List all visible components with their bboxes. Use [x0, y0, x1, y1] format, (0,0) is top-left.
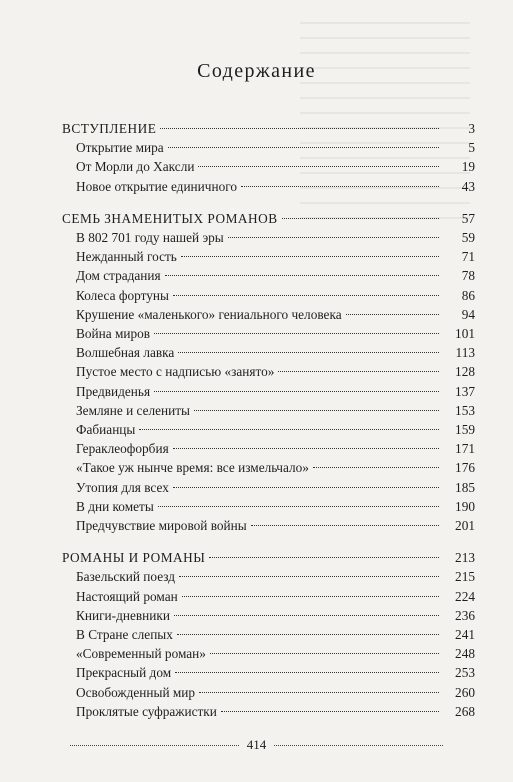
toc-entry-title: В дни кометы	[76, 498, 154, 514]
toc-entry-title: Освобожденный мир	[76, 684, 196, 700]
toc-page-number: 94	[461, 306, 475, 322]
toc-section	[62, 549, 475, 567]
toc-entry-title: «Такое уж нынче время: все измельчало»	[76, 460, 309, 476]
toc-entry	[62, 363, 475, 381]
toc-entry-title: Утопия для всех	[76, 479, 169, 495]
toc-entry	[62, 402, 475, 420]
toc-entry	[62, 440, 475, 458]
toc-entry	[62, 568, 475, 586]
toc-entry-title: СЕМЬ ЗНАМЕНИТЫХ РОМАНОВ	[62, 210, 278, 226]
toc-entry	[62, 607, 475, 625]
footer-rule-left	[70, 745, 239, 746]
toc-entry-title: Дом страдания	[76, 268, 161, 284]
dot-leader	[278, 371, 439, 372]
toc-entry-title: Пустое место с надписью «занято»	[76, 364, 275, 380]
toc-entry	[62, 459, 475, 477]
dot-leader	[282, 218, 439, 219]
toc-entry	[62, 229, 475, 247]
toc-entry	[62, 421, 475, 439]
toc-entry-title: Гераклеофорбия	[76, 441, 169, 457]
toc-page-number: 57	[461, 210, 475, 226]
toc-page-number: 248	[455, 646, 475, 662]
dot-leader	[177, 634, 439, 635]
toc-entry-title: Предвиденья	[76, 383, 151, 399]
dot-leader	[313, 467, 439, 468]
toc-entry	[62, 158, 475, 176]
toc-page-number: 3	[468, 121, 475, 136]
dot-leader	[173, 487, 439, 488]
dot-leader	[181, 256, 439, 257]
toc-page-number: 71	[461, 249, 475, 265]
toc-page-number: 153	[455, 402, 475, 418]
toc-page-number: 260	[455, 684, 475, 700]
toc-page-number: 59	[461, 230, 475, 245]
dot-leader	[210, 653, 439, 654]
toc-entry	[62, 248, 475, 266]
dot-leader	[154, 333, 439, 334]
toc-entry-title: Фабианцы	[76, 422, 136, 437]
toc-page-number: 213	[455, 550, 475, 566]
toc-page-number: 241	[455, 627, 475, 642]
dot-leader	[228, 237, 439, 238]
toc-entry-title: Волшебная лавка	[76, 345, 175, 361]
dot-leader	[165, 275, 439, 276]
toc-entry-title: В Стране слепых	[76, 627, 173, 642]
toc-entry	[62, 383, 475, 401]
toc-entry-title: Война миров	[76, 326, 151, 341]
toc-entry	[62, 664, 475, 682]
toc-entry	[62, 287, 475, 305]
toc-page-number: 137	[455, 383, 475, 399]
dot-leader	[194, 410, 439, 411]
toc-page-number: 236	[455, 607, 475, 623]
toc-page-number: 268	[455, 703, 475, 719]
toc-page-number: 215	[455, 569, 475, 585]
toc-entry-title: ВСТУПЛЕНИЕ	[62, 121, 157, 136]
dot-leader	[179, 576, 439, 577]
toc-entry	[62, 517, 475, 535]
footer-rule-right	[274, 745, 443, 746]
dot-leader	[160, 128, 439, 129]
dot-leader	[139, 429, 439, 430]
dot-leader	[175, 672, 439, 673]
dot-leader	[173, 448, 439, 449]
toc-entry-title: Новое открытие единичного	[76, 178, 238, 194]
dot-leader	[173, 295, 439, 296]
toc-page-number: 78	[461, 268, 475, 284]
toc-entry-title: В 802 701 году нашей эры	[76, 230, 224, 245]
toc-page-number: 43	[461, 178, 475, 194]
toc-page-number: 253	[455, 665, 475, 681]
dot-leader	[241, 186, 439, 187]
toc-page-number: 5	[468, 140, 475, 156]
toc-entry	[62, 588, 475, 606]
toc-entry	[62, 626, 475, 644]
toc-page-number: 185	[455, 479, 475, 495]
dot-leader	[168, 147, 439, 148]
toc-page-number: 190	[455, 498, 475, 514]
toc-page-number: 224	[455, 588, 475, 604]
toc-entry-title: Базельский поезд	[76, 569, 176, 585]
dot-leader	[182, 596, 439, 597]
toc-entry-title: Книги-дневники	[76, 607, 170, 623]
toc-entry-title: Колеса фортуны	[76, 287, 169, 303]
toc-entry-title: Земляне и селениты	[76, 402, 190, 418]
toc-page-number: 101	[455, 326, 475, 341]
toc-entry-title: Проклятые суфражистки	[76, 703, 217, 719]
toc-page-number: 19	[461, 159, 475, 175]
toc-entry	[62, 645, 475, 663]
toc-entry	[62, 178, 475, 196]
toc-entry	[62, 267, 475, 285]
toc-page-number: 128	[455, 364, 475, 380]
toc-entry	[62, 306, 475, 324]
toc-entry-title: Предчувствие мировой войны	[76, 518, 247, 533]
dot-leader	[209, 557, 439, 558]
toc-entry	[62, 139, 475, 157]
page-footer	[70, 737, 443, 753]
toc-entry-title: «Современный роман»	[76, 646, 206, 662]
dot-leader	[221, 711, 439, 712]
toc-page-number: 159	[455, 422, 475, 437]
toc-entry-title: РОМАНЫ И РОМАНЫ	[62, 550, 206, 566]
toc-entry-title: От Морли до Хаксли	[76, 159, 195, 175]
toc-entry-title: Настоящий роман	[76, 588, 178, 604]
toc-entry	[62, 325, 475, 343]
toc-entry-title: Нежданный гость	[76, 249, 177, 265]
toc-page-number: 113	[455, 345, 475, 361]
dot-leader	[199, 692, 439, 693]
toc-entry	[62, 479, 475, 497]
toc-entry	[62, 498, 475, 516]
dot-leader	[154, 391, 439, 392]
dot-leader	[174, 615, 439, 616]
toc-page-number: 201	[455, 518, 475, 533]
toc-page-number: 86	[461, 287, 475, 303]
dot-leader	[251, 525, 439, 526]
toc-page-number: 171	[455, 441, 475, 457]
toc-entry	[62, 703, 475, 721]
toc-section	[62, 120, 475, 138]
toc-section	[62, 210, 475, 228]
dot-leader	[198, 166, 439, 167]
toc-entry-title: Прекрасный дом	[76, 665, 172, 681]
dot-leader	[178, 352, 439, 353]
dot-leader	[158, 506, 439, 507]
toc-entry-title: Крушение «маленького» гениального человека	[76, 306, 342, 322]
dot-leader	[346, 314, 439, 315]
page-title: Содержание	[197, 60, 316, 82]
toc-entry	[62, 344, 475, 362]
page-number: 414	[246, 737, 267, 752]
toc-entry-title: Открытие мира	[76, 140, 164, 156]
toc-entry	[62, 684, 475, 702]
toc-page-number: 176	[455, 460, 475, 476]
